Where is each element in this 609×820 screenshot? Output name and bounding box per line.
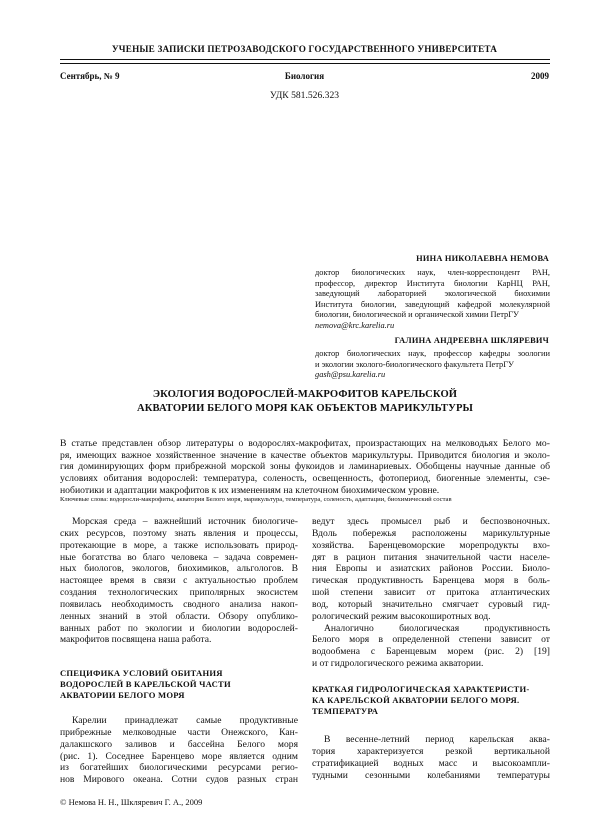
copyright: © Немова Н. Н., Шкляревич Г. А., 2009 bbox=[60, 797, 203, 807]
text-line: гическая продуктивность Баренцева моря в боль- bbox=[312, 575, 550, 587]
author-affiliation bbox=[315, 268, 550, 332]
affiliation-line: биологии, биологической и органической химии ПетрГУ bbox=[315, 310, 519, 320]
text-line: прибрежные мелководные части Онежского, Кан- bbox=[60, 726, 298, 738]
text-line: макрофитов посвящена наша работа. bbox=[60, 634, 212, 646]
text-line: из богатейших биологическими ресурсами регио- bbox=[60, 762, 298, 774]
affiliation-line: заведующий лабораторией экологической биохимии bbox=[315, 289, 550, 299]
abstract-line: нобиотики и адаптации макрофитов к их изменениям на клеточном биохимическом уровне. bbox=[60, 484, 440, 496]
affiliation-line: доктор биологических наук, член-корреспондент РАН, bbox=[315, 268, 550, 277]
abstract-line: условиях обитания водорослей: температура, соленость, освещенность, фотопериод, биогенные элементы, сэе- bbox=[60, 473, 550, 485]
text-line: появилась необходимость сводного анализа накоп- bbox=[60, 598, 298, 610]
heading-line: КРАТКАЯ ГИДРОЛОГИЧЕСКАЯ ХАРАКТЕРИСТИ- bbox=[312, 684, 530, 694]
text-line: ния Европы и азиатских районов России. Биоло- bbox=[312, 563, 550, 575]
keywords: Ключевые слова: водоросли-макрофиты, акватория Белого моря, марикультура, температура, соленость, адаптации, биохимический состав bbox=[60, 496, 452, 503]
heading-line: АКВАТОРИИ БЕЛОГО МОРЯ bbox=[60, 690, 185, 700]
text-line: рологический режим высокоширотных вод. bbox=[312, 610, 491, 622]
section-name: Биология bbox=[284, 71, 325, 81]
affiliation-line: и экологии эколого-биологического факультета ПетрГУ bbox=[315, 359, 514, 369]
text-line: тудными сезонными колебаниями температуры bbox=[312, 769, 550, 781]
abstract bbox=[60, 438, 550, 497]
heading-line: СПЕЦИФИКА УСЛОВИЙ ОБИТАНИЯ bbox=[60, 668, 223, 678]
affiliation-line: профессор, директор Института биологии КарНЦ РАН, bbox=[315, 278, 550, 288]
text-line: настоящее время в связи с актуальностью проблем bbox=[60, 575, 298, 587]
body-paragraph bbox=[312, 734, 550, 781]
author-name: ГАЛИНА АНДРЕЕВНА ШКЛЯРЕВИЧ bbox=[394, 336, 549, 345]
affiliation-line: доктор биологических наук, профессор кафедры зоологии bbox=[315, 349, 550, 358]
heading-line: ВОДОРОСЛЕЙ В КАРЕЛЬСКОЙ ЧАСТИ bbox=[60, 679, 231, 689]
text-line: Вдоль побережья расположены марикультурные bbox=[312, 527, 550, 539]
heading-line: КА КАРЕЛЬСКОЙ АКВАТОРИИ БЕЛОГО МОРЯ. bbox=[312, 695, 520, 705]
text-line: хозяйства. Баренцевоморские морепродукты вхо- bbox=[312, 539, 550, 551]
abstract-line: В статье представлен обзор литературы о водорослях-макрофитах, произрастающих на мелководьях Белого мо- bbox=[60, 438, 550, 449]
affiliation-line: Института биологии, заведующий кафедрой молекулярной bbox=[315, 299, 550, 309]
text-line: (рис. 1). Соседнее Баренцево море является одним bbox=[60, 750, 298, 762]
body-paragraph bbox=[60, 715, 298, 786]
text-line: стратификацией водных масс и высокоампли- bbox=[312, 757, 550, 769]
text-line: протекающие в море, а также использовать природ- bbox=[60, 539, 298, 551]
section-heading bbox=[312, 684, 550, 717]
text-line: дят в рацион питания значительной части населе- bbox=[312, 551, 550, 563]
text-line: ских ресурсов, поэтому знать явления и процессы, bbox=[60, 527, 298, 539]
heading-line: ТЕМПЕРАТУРА bbox=[312, 706, 379, 716]
article-title bbox=[60, 388, 550, 416]
text-line: нов Мирового океана. Сотни судов разных стран bbox=[60, 774, 298, 786]
text-line: ведут здесь промысел рыб и беспозвоночных. bbox=[312, 516, 550, 527]
header-rule-bottom bbox=[60, 63, 550, 64]
text-line: ные богатства во благо человека – задача современ- bbox=[60, 551, 298, 563]
text-line: В весенне-летний период карельская аква- bbox=[324, 734, 550, 745]
journal-title: УЧЕНЫЕ ЗАПИСКИ ПЕТРОЗАВОДСКОГО ГОСУДАРСТВЕННОГО УНИВЕРСИТЕТА bbox=[111, 44, 498, 54]
text-line: создания технологических приполярных экосистем bbox=[60, 587, 298, 599]
text-line: Морская среда – важнейший источник биологиче- bbox=[72, 516, 298, 527]
text-line: далакшского заливов и бассейна Белого моря bbox=[60, 738, 298, 750]
abstract-line: гия доминирующих форм прибрежной морской зоны фукоидов и ламинариевых. Обобщены научные данные об bbox=[60, 461, 550, 473]
text-line: ных биологов, экологов, биохимиков, альгологов. В bbox=[60, 563, 298, 575]
section-heading bbox=[60, 668, 298, 701]
text-line: шой степени зависит от притока атлантических bbox=[312, 587, 550, 599]
year: 2009 bbox=[531, 71, 549, 81]
author-affiliation bbox=[315, 349, 550, 381]
text-line: Карелии принадлежат самые продуктивные bbox=[72, 715, 298, 726]
title-line: ЭКОЛОГИЯ ВОДОРОСЛЕЙ-МАКРОФИТОВ КАРЕЛЬСКОЙ bbox=[152, 389, 458, 400]
author-name: НИНА НИКОЛАЕВНА НЕМОВА bbox=[416, 254, 549, 263]
issue-date: Сентябрь, № 9 bbox=[60, 71, 120, 81]
body-paragraph bbox=[312, 516, 550, 670]
abstract-line: ря, имеющих важное хозяйственное значение в качестве объектов марикультуры. Приводится биология и эколо- bbox=[60, 449, 550, 461]
text-line: Белого моря в определенной степени зависит от bbox=[312, 634, 550, 646]
text-line: ванных работ по экологии и биологии водорослей- bbox=[60, 622, 298, 634]
header-rule-top bbox=[60, 59, 550, 60]
author-email[interactable]: gash@psu.karelia.ru bbox=[315, 370, 386, 380]
author-email[interactable]: nemova@krc.karelia.ru bbox=[315, 320, 395, 330]
udk-code: УДК 581.526.323 bbox=[269, 90, 340, 101]
text-line: и от гидрологического режима акватории. bbox=[312, 658, 484, 670]
intro-paragraph bbox=[60, 516, 298, 646]
text-line: ленных знаний в этой области. Обзору опублико- bbox=[60, 610, 298, 622]
text-line: тория характеризуется резкой вертикальной bbox=[312, 745, 550, 757]
text-line: Аналогично биологическая продуктивность bbox=[324, 622, 550, 634]
text-line: вод, который значительно смягчает суровый гид- bbox=[312, 598, 550, 610]
text-line: водообмена с Баренцевым морем (рис. 2) [19] bbox=[312, 646, 550, 658]
title-line: АКВАТОРИИ БЕЛОГО МОРЯ КАК ОБЪЕКТОВ МАРИКУЛЬТУРЫ bbox=[136, 403, 474, 414]
